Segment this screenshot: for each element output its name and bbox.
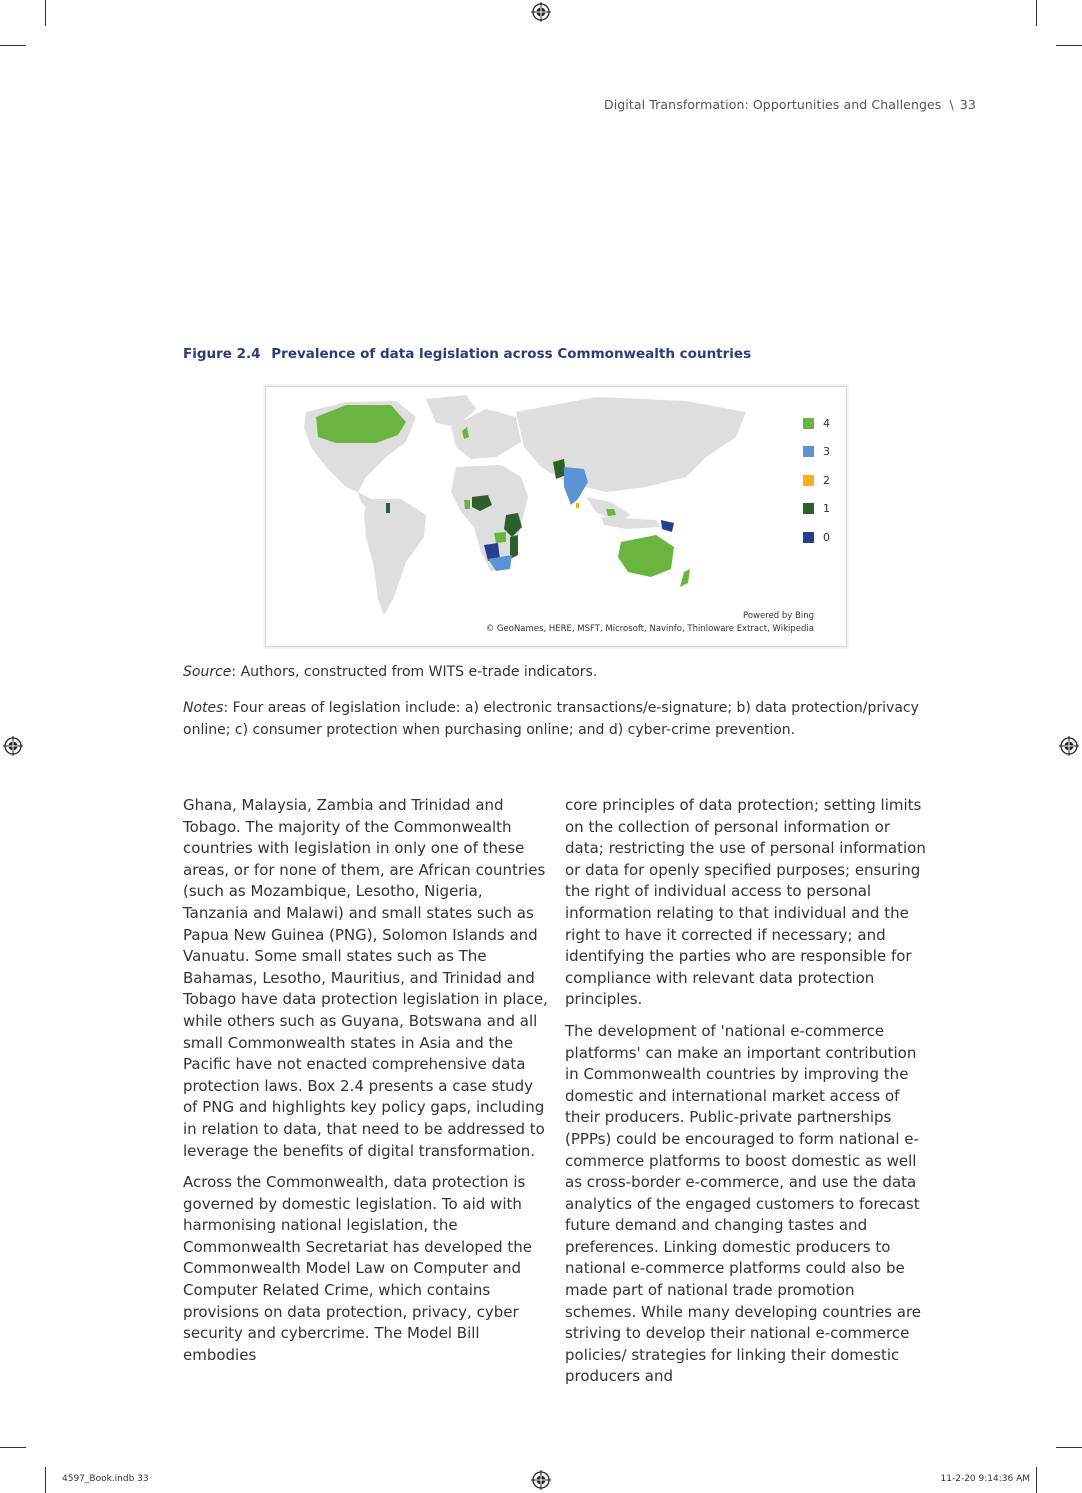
world-map — [266, 387, 846, 646]
body-column-right — [565, 795, 930, 1398]
legend-swatch — [803, 503, 814, 514]
figure-title-text: Prevalence of data legislation across Commonwealth countries — [271, 346, 752, 362]
figure-title — [183, 346, 751, 362]
running-header — [604, 97, 976, 112]
crop-mark — [0, 45, 26, 46]
page-number: 33 — [959, 97, 976, 112]
legend-swatch — [803, 418, 814, 429]
legend-label: 0 — [823, 530, 830, 544]
paragraph: The development of 'national e-commerce platforms' can make an important contribution in Commonwealth countries by improving the domestic and international market access of their producers. Public-private partnerships (PPPs) could be encouraged to form national e-commerce platforms to boost domestic as well as cross-border e-commerce, and use the data analytics of the engaged customers to forecast future demand and changing tastes and preferences. Linking domestic producers to national e-commerce platforms could also be made part of national trade promotion schemes. While many developing countries are striving to develop their national e-commerce policies/ strategies for linking their domestic producers and — [565, 1021, 922, 1386]
notes-text: : Four areas of legislation include: a) electronic transactions/e-signature; b) data protection/privacy online; c) consumer protection when purchasing online; and d) cyber-crime prevention. — [183, 700, 919, 738]
legend-item — [803, 438, 830, 467]
paragraph: Across the Commonwealth, data protection is governed by domestic legislation. To aid with harmonising national legislation, the Commonwealth Secretariat has developed the Commonwealth Model Law on Computer and Computer Related Crime, which contains provisions on data protection, privacy, cyber security and cybercrime. The Model Bill embodies — [183, 1173, 533, 1364]
crop-mark — [0, 1447, 26, 1448]
country-ghana — [464, 500, 470, 509]
figure-notes — [183, 698, 943, 741]
registration-mark-icon — [531, 1470, 551, 1490]
country-australia — [618, 535, 674, 577]
country-guyana — [386, 503, 390, 513]
body-column-left — [183, 795, 548, 1376]
crop-mark — [45, 0, 46, 26]
figure-source — [183, 664, 597, 680]
print-slug-file: 4597_Book.indb 33 — [62, 1474, 149, 1484]
crop-mark — [1036, 1467, 1037, 1493]
print-slug-timestamp: 11-2-20 9:14:36 AM — [940, 1474, 1030, 1484]
source-text: : Authors, constructed from WITS e-trade indicators. — [231, 664, 598, 680]
header-separator: \ — [949, 97, 954, 112]
registration-mark-icon — [1059, 736, 1079, 756]
crop-mark — [1056, 45, 1082, 46]
country-zambia — [494, 532, 506, 543]
notes-label: Notes — [183, 700, 224, 716]
legend-label: 3 — [823, 445, 830, 459]
legend-item — [803, 466, 830, 495]
landmass-south-america — [364, 499, 426, 615]
legend-item — [803, 409, 830, 438]
legend-label: 4 — [823, 416, 830, 430]
legend-swatch — [803, 532, 814, 543]
crop-mark — [1036, 0, 1037, 26]
source-label: Source — [183, 664, 232, 680]
paragraph: core principles of data protection; setting limits on the collection of personal information or data; restricting the use of personal information or data for openly specified purposes; ensuring the right of individual access to personal information relating to that individual and the right to have it corrected if necessary; and identifying the parties who are responsible for compliance with relevant data protection principles. — [565, 796, 926, 1009]
country-sri-lanka — [576, 503, 579, 508]
landmass-asia — [516, 397, 746, 492]
map-legend — [803, 409, 830, 552]
legend-item — [803, 495, 830, 524]
country-india — [564, 467, 588, 505]
crop-mark — [45, 1467, 46, 1493]
country-png — [661, 520, 674, 532]
legend-swatch — [803, 446, 814, 457]
paragraph: Ghana, Malaysia, Zambia and Trinidad and Tobago. The majority of the Commonwealth countries with legislation in only one of these areas, or for none of them, are African countries (such as Mozambique, Lesotho, Nigeria, Tanzania and Malawi) and small states such as Papua New Guinea (PNG), Solomon Islands and Vanuatu. Some small states such as The Bahamas, Lesotho, Mauritius, and Trinidad and Tobago have data protection legislation in place, while others such as Guyana, Botswana and all small Commonwealth states in Asia and the Pacific have not enacted comprehensive data protection laws. Box 2.4 presents a case study of PNG and highlights key policy gaps, including in relation to data, that need to be addressed to leverage the benefits of digital transformation. — [183, 796, 548, 1160]
attribution-powered-by: Powered by Bing — [743, 611, 814, 621]
legend-label: 1 — [823, 502, 830, 516]
legend-label: 2 — [823, 473, 830, 487]
crop-mark — [1056, 1447, 1082, 1448]
registration-mark-icon — [3, 736, 23, 756]
legend-swatch — [803, 475, 814, 486]
choropleth-map — [265, 386, 847, 647]
registration-mark-icon — [531, 2, 551, 22]
figure-label: Figure 2.4 — [183, 346, 261, 362]
country-new-zealand — [680, 569, 690, 587]
legend-item — [803, 523, 830, 552]
map-attribution — [486, 610, 814, 636]
running-title: Digital Transformation: Opportunities and Challenges — [603, 97, 942, 112]
attribution-sources: © GeoNames, HERE, MSFT, Microsoft, Navinfo, Thinloware Extract, Wikipedia — [485, 624, 814, 634]
landmass-indonesia — [601, 517, 661, 529]
